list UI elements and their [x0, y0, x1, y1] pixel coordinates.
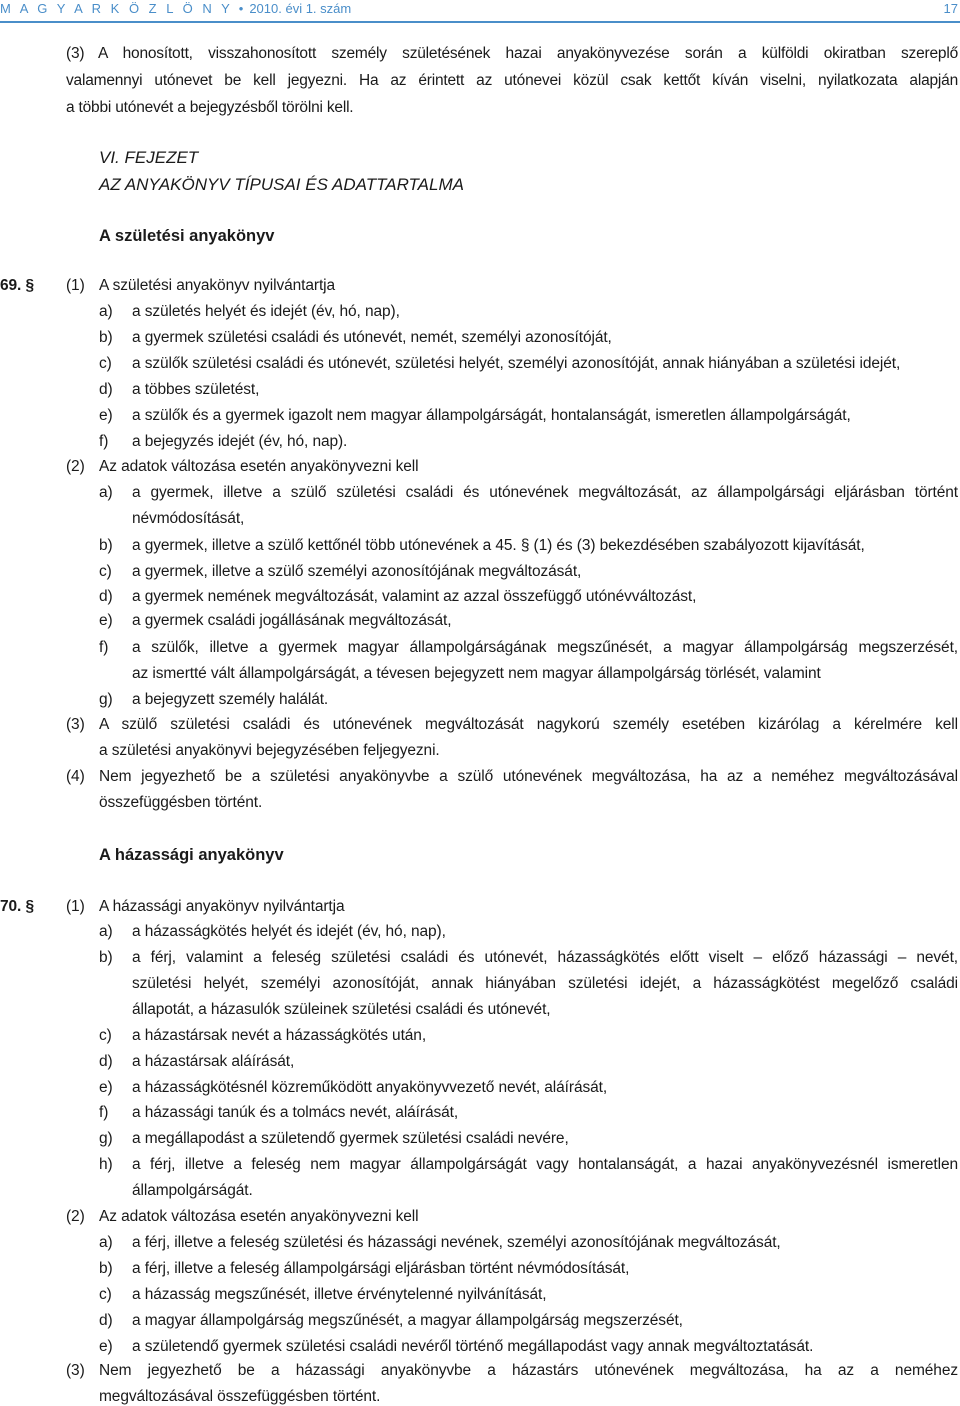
item-letter: b)	[99, 949, 113, 966]
issue-date: 2010. évi 1. szám	[249, 1, 352, 16]
journal-name: M A G Y A R K Ö Z L Ö N Y	[0, 1, 233, 16]
item-text: a házasságkötésnél közreműködött anyakönyvvezető nevét, aláírását,	[132, 1079, 608, 1096]
item-letter: d)	[99, 588, 113, 605]
item-letter: e)	[99, 1338, 113, 1355]
item-text: a gyermek, illetve a szülő születési családi és utónevének megváltozását, az állampolgársági eljárásban történt	[132, 484, 958, 501]
paragraph-text: Nem jegyezhető be a házassági anyakönyvbe a házastárs utónevének megváltozása, ha az a neméhez	[99, 1362, 958, 1379]
item-letter: c)	[99, 1286, 112, 1303]
paragraph-number: (1)	[66, 898, 85, 915]
item-text: a férj, valamint a feleség születési családi és utónevét, házasságkötés előtt viselt – előző házassági – nevét,	[132, 949, 958, 966]
item-text: a születés helyét és idejét (év, hó, nap),	[132, 303, 400, 320]
paragraph-text: A házassági anyakönyv nyilvántartja	[99, 898, 345, 915]
item-letter: b)	[99, 1260, 113, 1277]
item-letter: f)	[99, 1104, 109, 1121]
item-text: a házastársak nevét a házasságkötés után,	[132, 1027, 427, 1044]
bullet-separator: •	[238, 1, 244, 16]
item-letter: g)	[99, 1130, 113, 1147]
paragraph-text: Az adatok változása esetén anyakönyvezni kell	[99, 1208, 419, 1225]
item-text: a megállapodást a születendő gyermek születési családi nevére,	[132, 1130, 569, 1147]
paragraph-number: (4)	[66, 768, 85, 785]
item-letter: g)	[99, 691, 113, 708]
item-text: a születendő gyermek születési családi nevéről történő megállapodást vagy annak megváltoztatását.	[132, 1338, 814, 1355]
paragraph-number: (3)	[66, 716, 85, 733]
intro-line-3: a többi utónevét a bejegyzésből törölni kell.	[66, 99, 354, 116]
paragraph-text: A szülő születési családi és utónevének megváltozását nagykorú személy esetében kizárólag a kérelmére kell	[99, 716, 958, 733]
chapter-number: VI. FEJEZET	[99, 148, 199, 167]
item-letter: d)	[99, 1053, 113, 1070]
item-text: a gyermek családi jogállásának megváltozását,	[132, 612, 452, 629]
paragraph-text: összefüggésben történt.	[99, 794, 263, 811]
section-number: 70. §	[0, 898, 34, 915]
paragraph-number: (2)	[66, 1208, 85, 1225]
item-letter: h)	[99, 1156, 113, 1173]
item-text: a többes születést,	[132, 381, 260, 398]
paragraph-text: A születési anyakönyv nyilvántartja	[99, 277, 336, 294]
item-text: állampolgárságát.	[132, 1182, 253, 1199]
item-text: a bejegyzés idejét (év, hó, nap).	[132, 433, 348, 450]
item-letter: d)	[99, 1312, 113, 1329]
item-text: a férj, illetve a feleség születési és házassági nevének, személyi azonosítójának megváltozását,	[132, 1234, 781, 1251]
item-text: a házassági tanúk és a tolmács nevét, aláírását,	[132, 1104, 459, 1121]
item-text: a gyermek nemének megváltozását, valamint az azzal összefüggő utónévváltozást,	[132, 588, 697, 605]
item-text: a férj, illetve a feleség állampolgársági eljárásban történt névmódosítását,	[132, 1260, 630, 1277]
item-text: a szülők, illetve a gyermek magyar állampolgárságának megszűnését, a magyar állampolgárság megszerzését,	[132, 639, 958, 656]
item-text: a házasság megszűnését, illetve érvénytelenné nyilvánítását,	[132, 1286, 547, 1303]
chapter-title: AZ ANYAKÖNYV TÍPUSAI ÉS ADATTARTALMA	[99, 175, 464, 194]
item-text: a bejegyzett személy halálát.	[132, 691, 329, 708]
marriage-register-heading: A házassági anyakönyv	[99, 846, 284, 864]
item-text: a szülők születési családi és utónevét, születési helyét, személyi azonosítóját, annak hiányában a születési idejét,	[132, 355, 901, 372]
item-letter: a)	[99, 1234, 113, 1251]
item-text: a férj, illetve a feleség nem magyar állampolgárságát vagy hontalanságát, a hazai anyakönyvezésnél ismeretlen	[132, 1156, 958, 1173]
item-letter: c)	[99, 1027, 112, 1044]
item-text: születési helyét, személyi azonosítóját, annak hiányában születési idejét, a házasságkötést megelőző családi	[132, 975, 958, 992]
item-letter: d)	[99, 381, 113, 398]
item-letter: f)	[99, 433, 109, 450]
item-text: a gyermek, illetve a szülő személyi azonosítójának megváltozását,	[132, 563, 582, 580]
item-text: névmódosítását,	[132, 510, 245, 527]
header-rule	[0, 21, 960, 23]
item-text: a magyar állampolgárság megszűnését, a magyar állampolgárság megszerzését,	[132, 1312, 683, 1329]
header-title	[0, 1, 351, 16]
section-number: 69. §	[0, 277, 34, 294]
paragraph-text: Az adatok változása esetén anyakönyvezni kell	[99, 458, 419, 475]
item-letter: e)	[99, 612, 113, 629]
item-letter: c)	[99, 355, 112, 372]
page-number: 17	[943, 1, 958, 16]
paragraph-number: (2)	[66, 458, 85, 475]
paragraph-number: (3)	[66, 45, 85, 62]
item-letter: c)	[99, 563, 112, 580]
paragraph-number: (3)	[66, 1362, 85, 1379]
item-text: a gyermek, illetve a szülő kettőnél több utónevének a 45. § (1) és (3) bekezdésében szabályozott kijavítását,	[132, 537, 865, 554]
item-text: az ismertté vált állampolgárságát, a tévesen bejegyzett nem magyar állampolgárság törlését, valamint	[132, 665, 821, 682]
item-letter: e)	[99, 407, 113, 424]
paragraph-number: (1)	[66, 277, 85, 294]
intro-line-2: valamennyi utónevet be kell jegyezni. Ha az érintett az utónevei közül csak kettőt kíván viselni, nyilatkozata alapján	[66, 72, 958, 89]
paragraph-text: a születési anyakönyvi bejegyzésében feljegyezni.	[99, 742, 440, 759]
item-letter: b)	[99, 537, 113, 554]
item-letter: b)	[99, 329, 113, 346]
item-letter: e)	[99, 1079, 113, 1096]
item-text: a szülők és a gyermek igazolt nem magyar állampolgárságát, hontalanságát, ismeretlen állampolgárságát,	[132, 407, 851, 424]
page-header	[0, 0, 960, 22]
item-text: a házastársak aláírását,	[132, 1053, 295, 1070]
item-letter: f)	[99, 639, 109, 656]
item-letter: a)	[99, 484, 113, 501]
item-text: a gyermek születési családi és utónevét, nemét, személyi azonosítóját,	[132, 329, 612, 346]
paragraph-text: Nem jegyezhető be a születési anyakönyvbe a szülő utónevének megváltozása, ha az a neméhez megváltozásával	[99, 768, 958, 785]
intro-paragraph	[66, 40, 958, 121]
birth-register-heading: A születési anyakönyv	[99, 227, 275, 245]
intro-line-1: (3) A honosított, visszahonosított személy születésének hazai anyakönyvezése során a külföldi okiratban szereplő	[66, 40, 958, 67]
item-text: a házasságkötés helyét és idejét (év, hó, nap),	[132, 923, 446, 940]
item-text: állapotát, a házasulók szüleinek születési családi és utónevét,	[132, 1001, 551, 1018]
item-letter: a)	[99, 303, 113, 320]
item-letter: a)	[99, 923, 113, 940]
paragraph-text: megváltozásával összefüggésben történt.	[99, 1388, 381, 1405]
